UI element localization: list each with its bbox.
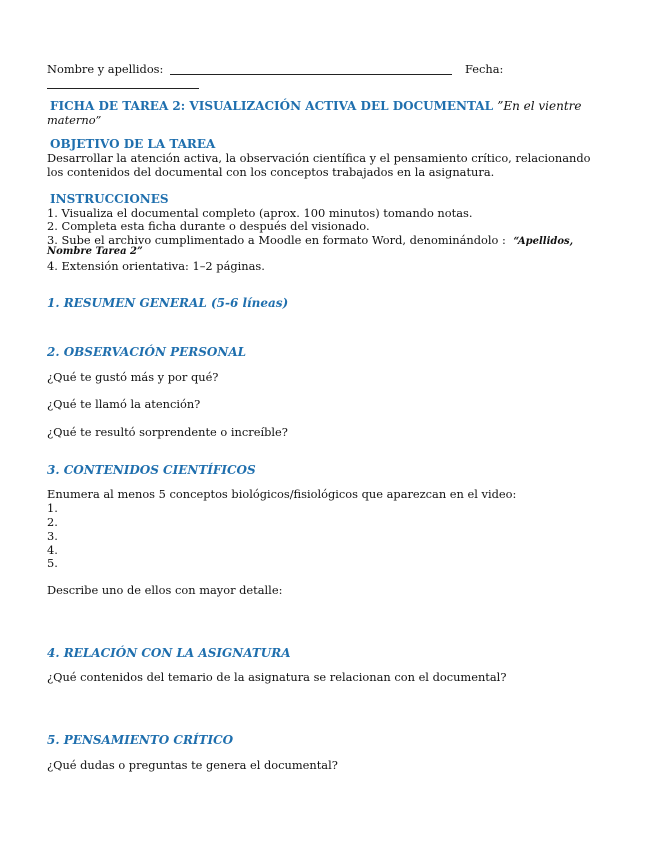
section-2-question-3: ¿Qué te resultó sorprendente o increíble? bbox=[47, 425, 288, 439]
instructions-heading: INSTRUCCIONES bbox=[50, 192, 169, 206]
name-label: Nombre y apellidos: bbox=[47, 62, 164, 76]
list-item: 2. bbox=[47, 515, 58, 529]
document-title-subtitle-2: materno” bbox=[47, 113, 102, 127]
section-4-heading: 4. RELACIÓN CON LA ASIGNATURA bbox=[47, 646, 291, 660]
instruction-filename-2: Nombre Tarea 2” bbox=[47, 246, 143, 257]
list-item: 4. bbox=[47, 543, 58, 557]
section-3-heading: 3. CONTENIDOS CIENTÍFICOS bbox=[47, 463, 256, 477]
section-2-question-1: ¿Qué te gustó más y por qué? bbox=[47, 370, 219, 384]
instruction-item-4: 4. Extensión orientativa: 1–2 páginas. bbox=[47, 259, 265, 273]
section-3-detail-prompt: Describe uno de ellos con mayor detalle: bbox=[47, 583, 283, 597]
name-underline bbox=[170, 74, 452, 75]
document-title bbox=[50, 99, 582, 113]
section-2-question-2: ¿Qué te llamó la atención? bbox=[47, 397, 201, 411]
section-2-heading: 2. OBSERVACIÓN PERSONAL bbox=[47, 345, 247, 359]
instruction-item-2: 2. Completa esta ficha durante o después del visionado. bbox=[47, 219, 370, 233]
document-title-main: FICHA DE TAREA 2: VISUALIZACIÓN ACTIVA DEL DOCUMENTAL bbox=[50, 99, 494, 113]
objective-line-2: los contenidos del documental con los conceptos trabajados en la asignatura. bbox=[47, 165, 495, 179]
list-item: 1. bbox=[47, 501, 58, 515]
date-label: Fecha: bbox=[465, 62, 504, 76]
date-underline bbox=[47, 88, 199, 89]
objective-line-1: Desarrollar la atención activa, la observación científica y el pensamiento crítico, relacionando bbox=[47, 151, 591, 165]
instruction-filename-1: “Apellidos, bbox=[513, 236, 574, 247]
instruction-item-3-text: 3. Sube el archivo cumplimentado a Moodle en formato Word, denominándolo : bbox=[47, 233, 506, 247]
instruction-item-1: 1. Visualiza el documental completo (aprox. 100 minutos) tomando notas. bbox=[47, 206, 473, 220]
section-4-question-1: ¿Qué contenidos del temario de la asignatura se relacionan con el documental? bbox=[47, 670, 507, 684]
section-5-question-1: ¿Qué dudas o preguntas te genera el documental? bbox=[47, 758, 338, 772]
section-1-heading: 1. RESUMEN GENERAL (5-6 líneas) bbox=[47, 296, 289, 310]
list-item: 5. bbox=[47, 556, 58, 570]
section-5-heading: 5. PENSAMIENTO CRÍTICO bbox=[47, 733, 234, 747]
list-item: 3. bbox=[47, 529, 58, 543]
section-3-prompt: Enumera al menos 5 conceptos biológicos/fisiológicos que aparezcan en el video: bbox=[47, 487, 517, 501]
objective-heading: OBJETIVO DE LA TAREA bbox=[50, 137, 216, 151]
document-title-subtitle-1: ”En el vientre bbox=[497, 99, 582, 113]
